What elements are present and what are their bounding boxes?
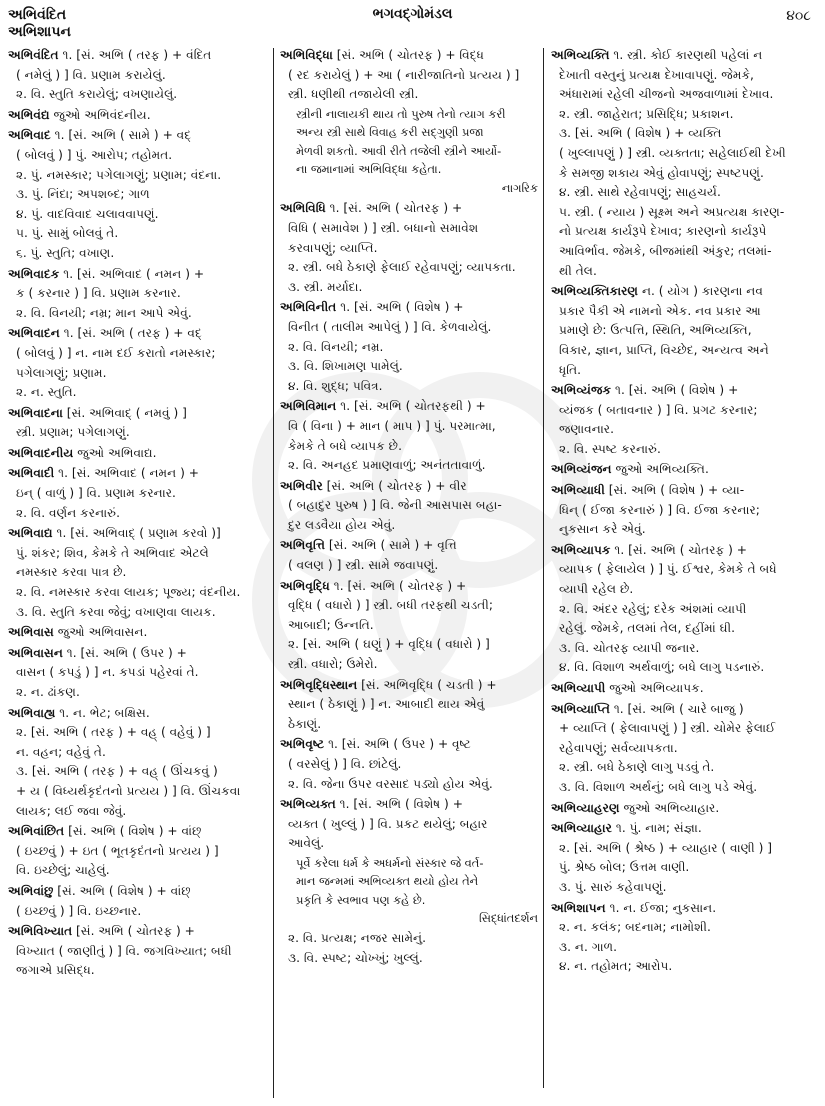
definition-line: ધિન્ ( ઈજા કરનારું ) ] વિ. ઈજા કરનાર; [559,502,760,517]
dictionary-entry [280,536,538,575]
headword: અભિવિમાન [280,399,337,414]
definition-line: નમસ્કાર કરવા પાત્ર છે. [16,565,127,580]
dictionary-entry [8,265,270,324]
definition-line: ( નમેલું ) ] વિ. પ્રણામ કરાયેલું. [16,67,166,82]
definition-line: ૨. વિ. વિનયી; નમ્ર. [288,339,384,354]
definition-line: ૩. વિ. સ્પષ્ટ; ચોખ્ખું; ખુલ્લું. [288,950,423,965]
dictionary-entry [8,464,270,523]
definition-line: પગેલાગણું; પ્રણામ. [16,365,107,380]
entry-first-line [280,676,538,696]
definition-line: ૩. ન. ગાળ. [559,939,617,954]
definition-line: ૨. [સં. અભિ ( શ્રેષ્ઠ ) + વ્યાહાર ( વાણી ) ] [559,840,772,855]
definition-line: + ય ( વિધ્યર્થકૃદંતનો પ્રત્યય ) ] વિ. ઊંચકવા [16,783,241,798]
column-2 [280,46,538,969]
headword: અભિવંદ્ય [8,107,50,122]
definition-line: વિ ( વિના ) + માન ( માપ ) ] પું. પરમાત્મા, [288,418,496,433]
definition-line: ૪. ન. તહોમત; આરોપ. [559,959,673,974]
headword: અભિવાસ [8,625,54,640]
definition-text: ૧. [સં. અભિ ( તરફ ) + વદ્ [63,326,202,341]
citation-line: પૂર્વે કરેલા ધર્મ કે અધર્મનો સંસ્કાર જે વર્ત- [296,855,484,870]
definition-line: કરવાપણું; વ્યાપ્તિ. [288,240,378,255]
definition-text: ૧. [સં. અભિ ( વિશેષ ) + [615,383,739,398]
headword: અભિવૃદ્ધિ [280,578,330,593]
definition-text: ૧. [સં. અભિ ( તરફ ) + વંદિત [62,48,212,62]
definition-text: જુઓ અભિવાદ્ય. [77,445,157,460]
headword: અભિવાંછિત [8,824,65,839]
headword: અભિવ્યક્તિકારણ [551,284,639,299]
definition-line: વ્યંજક ( બતાવનાર ) ] વિ. પ્રગટ કરનાર; [559,402,758,417]
entry-first-line [8,126,270,146]
definition-text: ૧. [સં. અભિ ( સામે ) + વદ્ [54,128,192,143]
definition-line: ( ઇચ્છવું ) ] વિ. ઇચ્છનાર. [16,903,142,918]
definition-text: [સં. અભિ ( ચોતરફ ) + [76,924,195,939]
definition-line: લાયક; લઈ જવા જેવું. [16,803,127,818]
dictionary-entry [8,922,270,981]
headword: અભિશાપન [551,900,606,915]
definition-text: [સં. અભિવાદ્ ( નમવું ) ] [66,405,187,420]
definition-line: પ્રમાણે છે: ઉત્પત્તિ, સ્થિતિ, અભિવ્યક્તિ, [559,323,752,338]
definition-line: ૩. પું. સારું કહેવાપણું. [559,879,667,894]
definition-line: ૨. [સં. અભિ ( તરફ ) + વહ્ ( વહેવું ) ] [16,725,211,740]
definition-line: ધૃતિ. [559,362,582,377]
definition-text: [સં. અભિ ( ચોતરફ ) + વિદ્ધ [336,48,484,62]
definition-line: નો પ્રત્યક્ષ કાર્યરૂપે દેખાવ; કારણનો કાર્યરૂપે [559,224,767,239]
definition-line: આવેલું. [288,836,325,851]
definition-line: વિધિ ( સમાવેશ ) ] સ્ત્રી. બધાનો સમાવેશ [288,220,479,235]
definition-line: પું. શ્રેષ્ઠ બોલ; ઉત્તમ વાણી. [559,860,690,875]
definition-line: વ્યાપક ( ફેલાયેલ ) ] પું. ઈશ્વર, કેમકે તે બધે [559,562,777,577]
definition-line: ૬. પું. સ્તુતિ; વખાણ. [16,245,115,260]
definition-line: ૪. સ્ત્રી. સાથે રહેવાપણું; સાહચર્ય. [559,185,721,200]
definition-text: [સં. અભિવૃદ્ધિ ( ચડતી ) + [361,677,497,692]
headword: અભિવાહ્ય [8,705,56,720]
definition-line: ( વલણ ) ] સ્ત્રી. સામે જવાપણું. [288,558,439,573]
definition-line: પ્રકાર પૈકી એ નામનો એક. નવ પ્રકાર આ [559,303,761,318]
dictionary-entry [8,704,270,822]
definition-line: ( બહાદુર પુરુષ ) ] વિ. જેની આસપાસ બહા- [288,498,502,513]
definition-text: ૧. [સં. અભિવાદ્ ( પ્રણામ કરવો )] [56,526,221,541]
definition-line: ૨. વિ. સ્પષ્ટ કરનારું. [559,441,661,456]
definition-text: ૧. [સં. અભિ ( ચોતરફથી ) + [340,399,486,414]
headword: અભિવ્યંજન [551,462,612,477]
headword: અભિવાદી [8,466,55,481]
definition-line: + વ્યાપ્તિ ( ફેલાવાપણું ) ] સ્ત્રી. ચોમેર ફેલાઈ [559,721,776,736]
definition-line: સ્ત્રી. ધણીથી તજાયેલી સ્ત્રી. [288,87,419,102]
dictionary-entry [8,444,270,464]
citation-line: સ્ત્રીની નાલાયકી થાય તો પુરુષ તેનો ત્યાગ કરી [296,106,506,121]
dictionary-columns [0,46,825,1106]
entry-first-line [8,524,270,544]
definition-text: [સં. અભિ ( વિશેષ ) + વાંછ્ [57,883,191,898]
definition-text: [સં. અભિ ( વિશેષ ) + વાંછ્ [68,824,202,839]
definition-text: ૧. [સં. અભિ ( ઉપર ) + વૃષ્ટ [328,737,471,752]
definition-text: ૧. [સં. અભિ ( વિશેષ ) + [339,797,463,812]
entry-first-line [8,882,270,902]
dictionary-entry [280,397,538,475]
entry-first-line [551,799,817,819]
headword: અભિવાદ [8,128,51,143]
definition-text: ૧. ન. ભેટ; બક્ષિસ. [59,705,150,720]
definition-text: ૧. ન. ઈજા; નુકસાન. [609,900,717,915]
entry-first-line [551,282,817,302]
headword: અભિવ્યાપ્તિ [551,701,610,716]
entry-first-line [280,536,538,556]
entry-first-line [8,265,270,285]
entry-first-line [280,477,538,497]
headword: અભિવ્યંજક [551,383,612,398]
definition-line: સ્થાન ( ઠેકાણું ) ] ન. આબાદી થાય એવું [288,697,485,712]
dictionary-entry [280,795,538,968]
headword: અભિવાદના [8,405,63,420]
definition-text: ૧. [સં. અભિ ( ચોતરફ ) + [329,201,463,216]
definition-text: જુઓ અભિવ્યક્તિ. [615,462,709,477]
definition-line: ૩. પું. નિંદા; અપશબ્દ; ગાળ [16,187,150,202]
entry-first-line [8,46,270,66]
entry-first-line [551,46,817,66]
citation-line: માન જન્મમાં અભિવ્યક્ત થયો હોય તેને [296,874,479,889]
dictionary-entry [280,46,538,198]
definition-line: ૨. સ્ત્રી. બધે ઠેકાણે લાગુ પડવું તે. [559,760,715,775]
dictionary-entry [280,477,538,536]
definition-line: ૨. વિ. પ્રત્યક્ષ; નજર સામેનું. [288,931,427,946]
entry-first-line [8,623,270,643]
guide-word-last: અભિશાપન [8,24,71,40]
definition-line: ( ઇચ્છવું ) + ઇત ( ભૂતકૃદંતનો પ્રત્યય ) ] [16,843,219,858]
citation-line: મેળવી શકતો. આવી રીતે તજેલી સ્ત્રીને આર્યો- [296,143,502,158]
definition-line: ૩. વિ. વિશાળ અર્થનું; બધે લાગુ પડે એવું. [559,779,758,794]
entry-first-line [551,819,817,839]
definition-line: વાસન ( કપડું ) ] ન. કપડાં પહેરવાં તે. [16,665,199,680]
definition-line: વ્યાપી રહેલ છે. [559,582,634,597]
definition-text: જુઓ અભિવ્યાપક. [609,681,704,695]
headword: અભિવૃદ્ધિસ્થાન [280,677,358,692]
definition-text: ન. ( યોગ ) કારણના નવ [641,284,763,299]
entry-first-line [8,922,270,942]
definition-line: ૨. વિ. જેના ઉપર વરસાદ પડ્યો હોય એવું. [288,776,493,791]
headword: અભિવાદનીય [8,445,74,460]
headword: અભિવિદ્ધા [280,48,333,62]
definition-line: દુર લડવૈયા હોય એવું. [288,517,396,532]
column-1 [8,46,270,982]
definition-line: ૨. વિ. સ્તુતિ કરાયેલું; વખણાયેલું. [16,87,178,102]
dictionary-entry [551,799,817,819]
dictionary-entry [8,524,270,622]
definition-line: ૨. સ્ત્રી. જાહેરાત; પ્રસિદ્ધિ; પ્રકાશન. [559,106,734,121]
dictionary-entry [551,541,817,678]
definition-line: વ્યક્ત ( ખુલ્લું ) ] વિ. પ્રકટ થયેલું; બહાર [288,816,488,831]
headword: અભિવંદિત [8,48,59,62]
dictionary-entry [551,700,817,798]
headword: અભિવૃષ્ટ [280,737,325,752]
definition-line: ક ( કરનાર ) ] વિ. પ્રણામ કરનાર. [16,286,181,301]
entry-first-line [280,577,538,597]
headword: અભિવાંછુ [8,883,54,898]
definition-line: રહેલું. જેમકે, તલમાં તેલ, દહીંમાં ઘી. [559,621,735,636]
citation-source: નાગરિક [501,180,538,195]
definition-text: જુઓ અભિવ્યાહાર. [623,800,720,815]
dictionary-entry [280,298,538,396]
dictionary-entry [280,577,538,675]
headword: અભિવાસન [8,645,63,660]
definition-text: જુઓ અભિવાસન. [57,625,148,640]
definition-text: [સં. અભિ ( ચોતરફ ) + વીર [326,478,467,493]
headword: અભિવિધિ [280,201,326,216]
definition-line: ૪. પું. વાદવિવાદ ચલાવવાપણું. [16,206,159,221]
citation-source: સિદ્ધાંતદર્શન [479,911,538,926]
definition-text: ૧. [સં. અભિ ( વિશેષ ) + [340,300,464,315]
headword: અભિવ્યાધી [551,483,605,498]
definition-line: ( ખુલ્લાપણું ) ] સ્ત્રી. વ્યક્તતા; સહેલાઈથી દેખી [559,145,786,160]
definition-line: ૩. વિ. સ્તુતિ કરવા જેવું; વખાણવા લાયક. [16,604,216,619]
headword: અભિવીર [280,478,323,493]
definition-line: ૨. વિ. વિનયી; નમ્ર; માન આપે એવું. [16,305,192,320]
entry-first-line [8,644,270,664]
headword: અભિવૃત્તિ [280,538,326,553]
definition-line: ૩. વિ. ચોતરફ વ્યાપી જનાર. [559,640,700,655]
dictionary-entry [8,882,270,921]
dictionary-entry [280,735,538,794]
dictionary-entry [551,460,817,480]
entry-first-line [551,460,817,480]
dictionary-entry [8,644,270,703]
definition-text: ૧. [સં. અભિ ( ચારે બાજુ ) [613,701,744,716]
definition-line: ૨. ન. કલંક; બદનામ; નામોશી. [559,920,711,935]
definition-line: વિનીત ( તાલીમ આપેલું ) ] વિ. કેળવાયેલું. [288,319,492,334]
definition-line: વિ. ઇચ્છેલું; ચાહેલું. [16,863,110,878]
definition-line: કે સમજી શકાય એવું હોવાપણું; સ્પષ્ટપણું. [559,165,764,180]
definition-line: થી તેલ. [559,263,597,278]
definition-line: અંધારામાં રહેલી ચીજનો અજવાળામાં દેખાવ. [559,87,774,102]
entry-first-line [8,464,270,484]
entry-first-line [280,795,538,815]
definition-line: ઠેકાણું. [288,716,322,731]
definition-text: [સં. અભિ ( સામે ) + વૃત્તિ [328,538,457,553]
entry-first-line [280,199,538,219]
headword: અભિવ્યાપક [551,542,611,557]
definition-line: ૨. વિ. અનહદ પ્રમાણવાળું; અનંતતાવાળું. [288,458,486,473]
headword: અભિવાદન [8,326,60,341]
entry-first-line [280,397,538,417]
dictionary-entry [8,324,270,402]
definition-line: ( બોલવું ) ] પું. આરોપ; તહોમત. [16,147,173,162]
definition-line: ૩. [સં. અભિ ( વિશેષ ) + વ્યક્તિ [559,126,722,141]
definition-line: વૃદ્ધિ ( વધારો ) ] સ્ત્રી. બધી તરફથી ચડતી; [288,598,493,613]
definition-line: ૩. વિ. શિખામણ પામેલું. [288,359,403,374]
dictionary-entry [8,623,270,643]
definition-line: આવિર્ભાવ. જેમકે, બીજમાંથી અંકુર; તલમાં- [559,243,772,258]
entry-first-line [551,700,817,720]
entry-first-line [280,46,538,66]
definition-text: જુઓ અભિવંદનીય. [53,107,151,122]
dictionary-entry [551,46,817,281]
definition-line: ૫. સ્ત્રી. ( ન્યાય ) સૂક્ષ્મ અને અપ્રત્યક્ષ કારણ- [559,204,785,219]
entry-first-line [551,481,817,501]
citation-line: ના જમાનામાં અભિવિદ્ધા કહેતા. [296,162,442,177]
dictionary-entry [551,819,817,897]
page-number: ૪૦૮ [786,8,811,24]
definition-line: દેખાતી વસ્તુનું પ્રત્યક્ષ દેખાવાપણું. જેમકે, [559,67,754,82]
dictionary-entry [8,126,270,263]
dictionary-entry [551,282,817,380]
definition-line: ૨. [સં. અભિ ( ઘણું ) + વૃદ્ધિ ( વધારો ) ] [288,637,490,652]
definition-text: ૧. [સં. અભિવાદ ( નમન ) + [58,466,199,481]
dictionary-entry [8,822,270,881]
dictionary-entry [8,106,270,126]
definition-line: ૩. સ્ત્રી. મર્યાદા. [288,279,363,294]
headword: અભિવ્યક્તિ [551,48,610,62]
definition-line: ૨. સ્ત્રી. બધે ઠેકાણે ફેલાઈ રહેવાપણું; વ્યાપકતા. [288,260,516,275]
definition-text: ૧. [સં. અભિ ( ચોતરફ ) + [333,578,467,593]
definition-line: ૨. વિ. નમસ્કાર કરવા લાયક; પૂજ્ય; વંદનીય. [16,585,241,600]
definition-line: ન. વહન; વહેવું તે. [16,744,106,759]
headword: અભિવાદ્ય [8,526,53,541]
definition-line: કેમકે તે બધે વ્યાપક છે. [288,438,402,453]
citation-line: અન્ય સ્ત્રી સાથે વિવાહ કરી સદ્ગુણી પ્રજા [296,125,484,140]
dictionary-entry [8,404,270,443]
definition-line: વિકાર, જ્ઞાન, પ્રાપ્તિ, વિચ્છેદ, અન્યત્વ અને [559,342,769,357]
page-header [0,0,825,44]
dictionary-entry [280,199,538,297]
column-3 [551,46,817,978]
definition-line: જણાવનાર. [559,422,614,437]
entry-first-line [8,704,270,724]
definition-line: ૪. વિ. શુદ્ધ; પવિત્ર. [288,378,383,393]
definition-line: નુકસાન કરે એવું. [559,522,646,537]
entry-first-line [8,324,270,344]
definition-line: ૩. [સં. અભિ ( તરફ ) + વહ્ ( ઊંચકવું ) [16,764,218,779]
definition-line: ( બોલવું ) ] ન. નામ દઈ કરાતો નમસ્કાર; [16,345,216,360]
definition-line: સ્ત્રી. પ્રણામ; પગેલાગણું. [16,425,130,440]
entry-first-line [8,822,270,842]
definition-line: ૨. ન. ઢાંકણ. [16,685,80,699]
definition-line: ( વરસેલું ) ] વિ. છાંટેલું. [288,757,402,771]
headword: અભિવિખ્યાત [8,924,73,939]
definition-text: ૧. [સં. અભિવાદ ( નમન ) + [63,266,205,281]
dictionary-entry [8,46,270,105]
book-title: ભગવદ્ગોમંડલ [372,6,453,22]
dictionary-entry [551,899,817,977]
definition-text: ૧. [સં. અભિ ( ઉપર ) + [66,645,187,660]
definition-line: ૨. પું. નમસ્કાર; પગેલાગણું; પ્રણામ; વંદના. [16,167,222,182]
headword: અભિવાદક [8,266,60,281]
definition-line: ( રદ કરાયેલું ) + આ ( નારીજાતિનો પ્રત્યય ) ] [288,67,520,82]
dictionary-entry [551,481,817,540]
definition-line: ૨. વિ. અંદર રહેલું; દરેક અંશમાં વ્યાપી [559,601,747,616]
definition-text: ૧. સ્ત્રી. કોઈ કારણથી પહેલાં ન [613,48,763,62]
definition-text: [સં. અભિ ( વિશેષ ) + વ્યા- [608,483,745,498]
definition-line: ૪. વિ. વિશાળ અર્થવાળું; બધે લાગુ પડનારું. [559,660,765,675]
guide-word-first: અભિવંદિત [8,7,67,23]
dictionary-entry [551,381,817,459]
entry-first-line [280,735,538,755]
entry-first-line [551,381,817,401]
definition-line: સ્ત્રી. વધારો; ઉમેરો. [288,657,378,672]
definition-text: ૧. પું. નામ; સંજ્ઞા. [615,821,702,836]
headword: અભિવ્યાપી [551,681,606,695]
headword: અભિવ્યાહાર [551,821,612,836]
citation-line: પ્રકૃતિ કે સ્વભાવ પણ કહે છે. [296,892,426,907]
definition-line: ઇન્ ( વાળું ) ] વિ. પ્રણામ કરનાર. [16,486,176,501]
dictionary-entry [551,679,817,699]
definition-line: ૨. વિ. વર્ણન કરનારું. [16,505,120,520]
definition-line: ૫. પું. સામું બોલવું તે. [16,226,119,241]
dictionary-entry [280,676,538,735]
definition-line: વિખ્યાત ( જાણીતું ) ] વિ. જગવિખ્યાત; બધી [16,943,232,958]
entry-first-line [551,541,817,561]
entry-first-line [8,404,270,424]
headword: અભિવ્યાહરણ [551,800,620,815]
definition-line: જગાએ પ્રસિદ્ધ. [16,963,95,978]
definition-line: પું. શંકર; શિવ, કેમકે તે અભિવાદ એટલે [16,545,209,560]
headword: અભિવ્યક્ત [280,797,336,812]
entry-first-line [8,444,270,464]
headword: અભિવિનીત [280,300,337,315]
definition-line: ૨. ન. સ્તુતિ. [16,385,77,400]
entry-first-line [551,679,817,699]
entry-first-line [280,298,538,318]
definition-line: આબાદી; ઉન્નતિ. [288,617,374,632]
definition-text: ૧. [સં. અભિ ( ચોતરફ ) + [614,542,747,557]
definition-line: રહેવાપણું; સર્વવ્યાપકતા. [559,740,678,755]
entry-first-line [551,899,817,919]
entry-first-line [8,106,270,126]
